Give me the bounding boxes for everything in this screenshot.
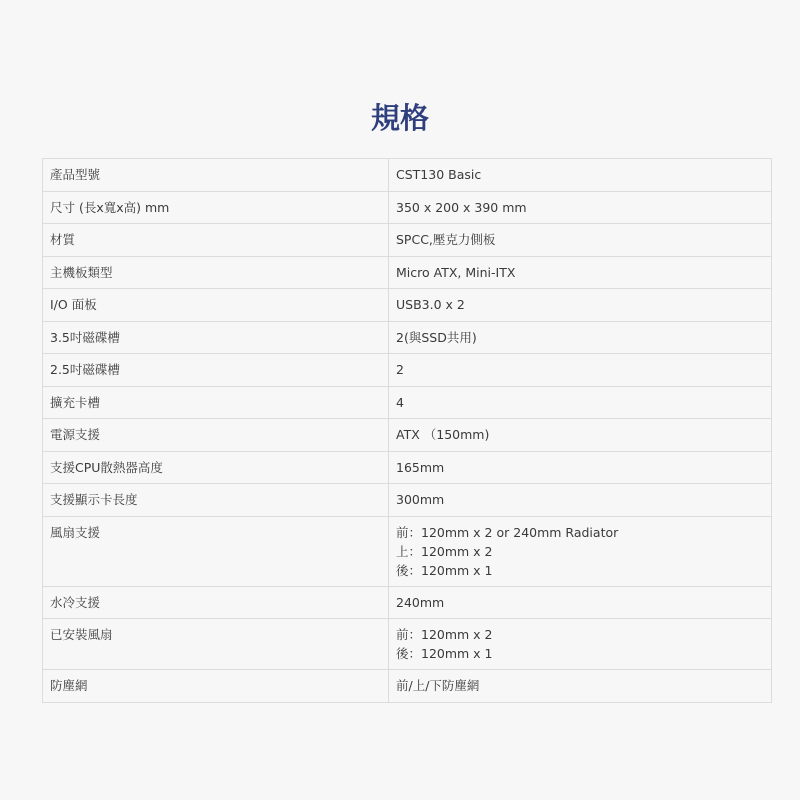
- table-row: [43, 354, 772, 387]
- page-title: 規格: [370, 101, 429, 135]
- spec-value: [389, 386, 772, 419]
- spec-value-line: 2(與SSD共用): [396, 329, 477, 345]
- spec-value-line: 350 x 200 x 390 mm: [396, 199, 527, 215]
- spec-value-line: 240mm: [396, 594, 445, 610]
- spec-label: 主機板類型: [43, 256, 389, 289]
- spec-label: 產品型號: [43, 159, 389, 192]
- spec-value-line: CST130 Basic: [396, 167, 482, 183]
- spec-value: [389, 586, 772, 619]
- spec-value: [389, 484, 772, 517]
- spec-value-line: Micro ATX, Mini-ITX: [396, 264, 516, 280]
- spec-value: [389, 451, 772, 484]
- spec-value-line: USB3.0 x 2: [396, 297, 465, 313]
- spec-value: [389, 321, 772, 354]
- spec-label: 尺寸 (長x寬x高) mm: [43, 191, 389, 224]
- spec-value-line: 後：120mm x 1: [396, 646, 493, 661]
- table-row: [43, 619, 772, 670]
- spec-value: [389, 159, 772, 192]
- table-row: [43, 256, 772, 289]
- spec-label: 水冷支援: [43, 586, 389, 619]
- table-row: [43, 321, 772, 354]
- spec-label: 材質: [43, 224, 389, 257]
- spec-value-line: 後：120mm x 1: [396, 562, 493, 578]
- spec-value: [389, 670, 772, 703]
- spec-value: [389, 354, 772, 387]
- spec-value: [389, 289, 772, 322]
- spec-value-line: 前：120mm x 2 or 240mm Radiator: [396, 524, 619, 540]
- spec-value-line: 4: [396, 394, 404, 410]
- spec-label: I/O 面板: [43, 289, 389, 322]
- table-row: [43, 516, 772, 586]
- spec-table-body: [43, 159, 772, 703]
- spec-value-line: 165mm: [396, 459, 445, 475]
- spec-value: [389, 224, 772, 257]
- spec-value: [389, 516, 772, 586]
- spec-label: 風扇支援: [43, 516, 389, 586]
- spec-label: 擴充卡槽: [43, 386, 389, 419]
- table-row: [43, 586, 772, 619]
- spec-value: [389, 256, 772, 289]
- spec-value-line: 前/上/下防塵網: [396, 678, 480, 694]
- spec-value: [389, 191, 772, 224]
- table-row: [43, 224, 772, 257]
- spec-table: [42, 158, 772, 703]
- spec-label: 已安裝風扇: [43, 619, 389, 670]
- spec-label: 支援顯示卡長度: [43, 484, 389, 517]
- spec-value-line: ATX （150mm): [396, 427, 490, 443]
- table-row: [43, 419, 772, 452]
- spec-label: 支援CPU散熱器高度: [43, 451, 389, 484]
- spec-label: 電源支援: [43, 419, 389, 452]
- spec-value-line: 上：120mm x 2: [396, 543, 493, 559]
- spec-label: 防塵網: [43, 670, 389, 703]
- table-row: [43, 670, 772, 703]
- table-row: [43, 386, 772, 419]
- spec-value: [389, 419, 772, 452]
- spec-value-line: 前：120mm x 2: [396, 627, 493, 642]
- spec-value-line: SPCC,壓克力側板: [396, 232, 496, 248]
- spec-label: 2.5吋磁碟槽: [43, 354, 389, 387]
- table-row: [43, 191, 772, 224]
- spec-label: 3.5吋磁碟槽: [43, 321, 389, 354]
- spec-value-line: 300mm: [396, 492, 445, 508]
- table-row: [43, 159, 772, 192]
- spec-value: [389, 619, 772, 670]
- table-row: [43, 451, 772, 484]
- table-row: [43, 289, 772, 322]
- spec-value-line: 2: [396, 362, 404, 378]
- table-row: [43, 484, 772, 517]
